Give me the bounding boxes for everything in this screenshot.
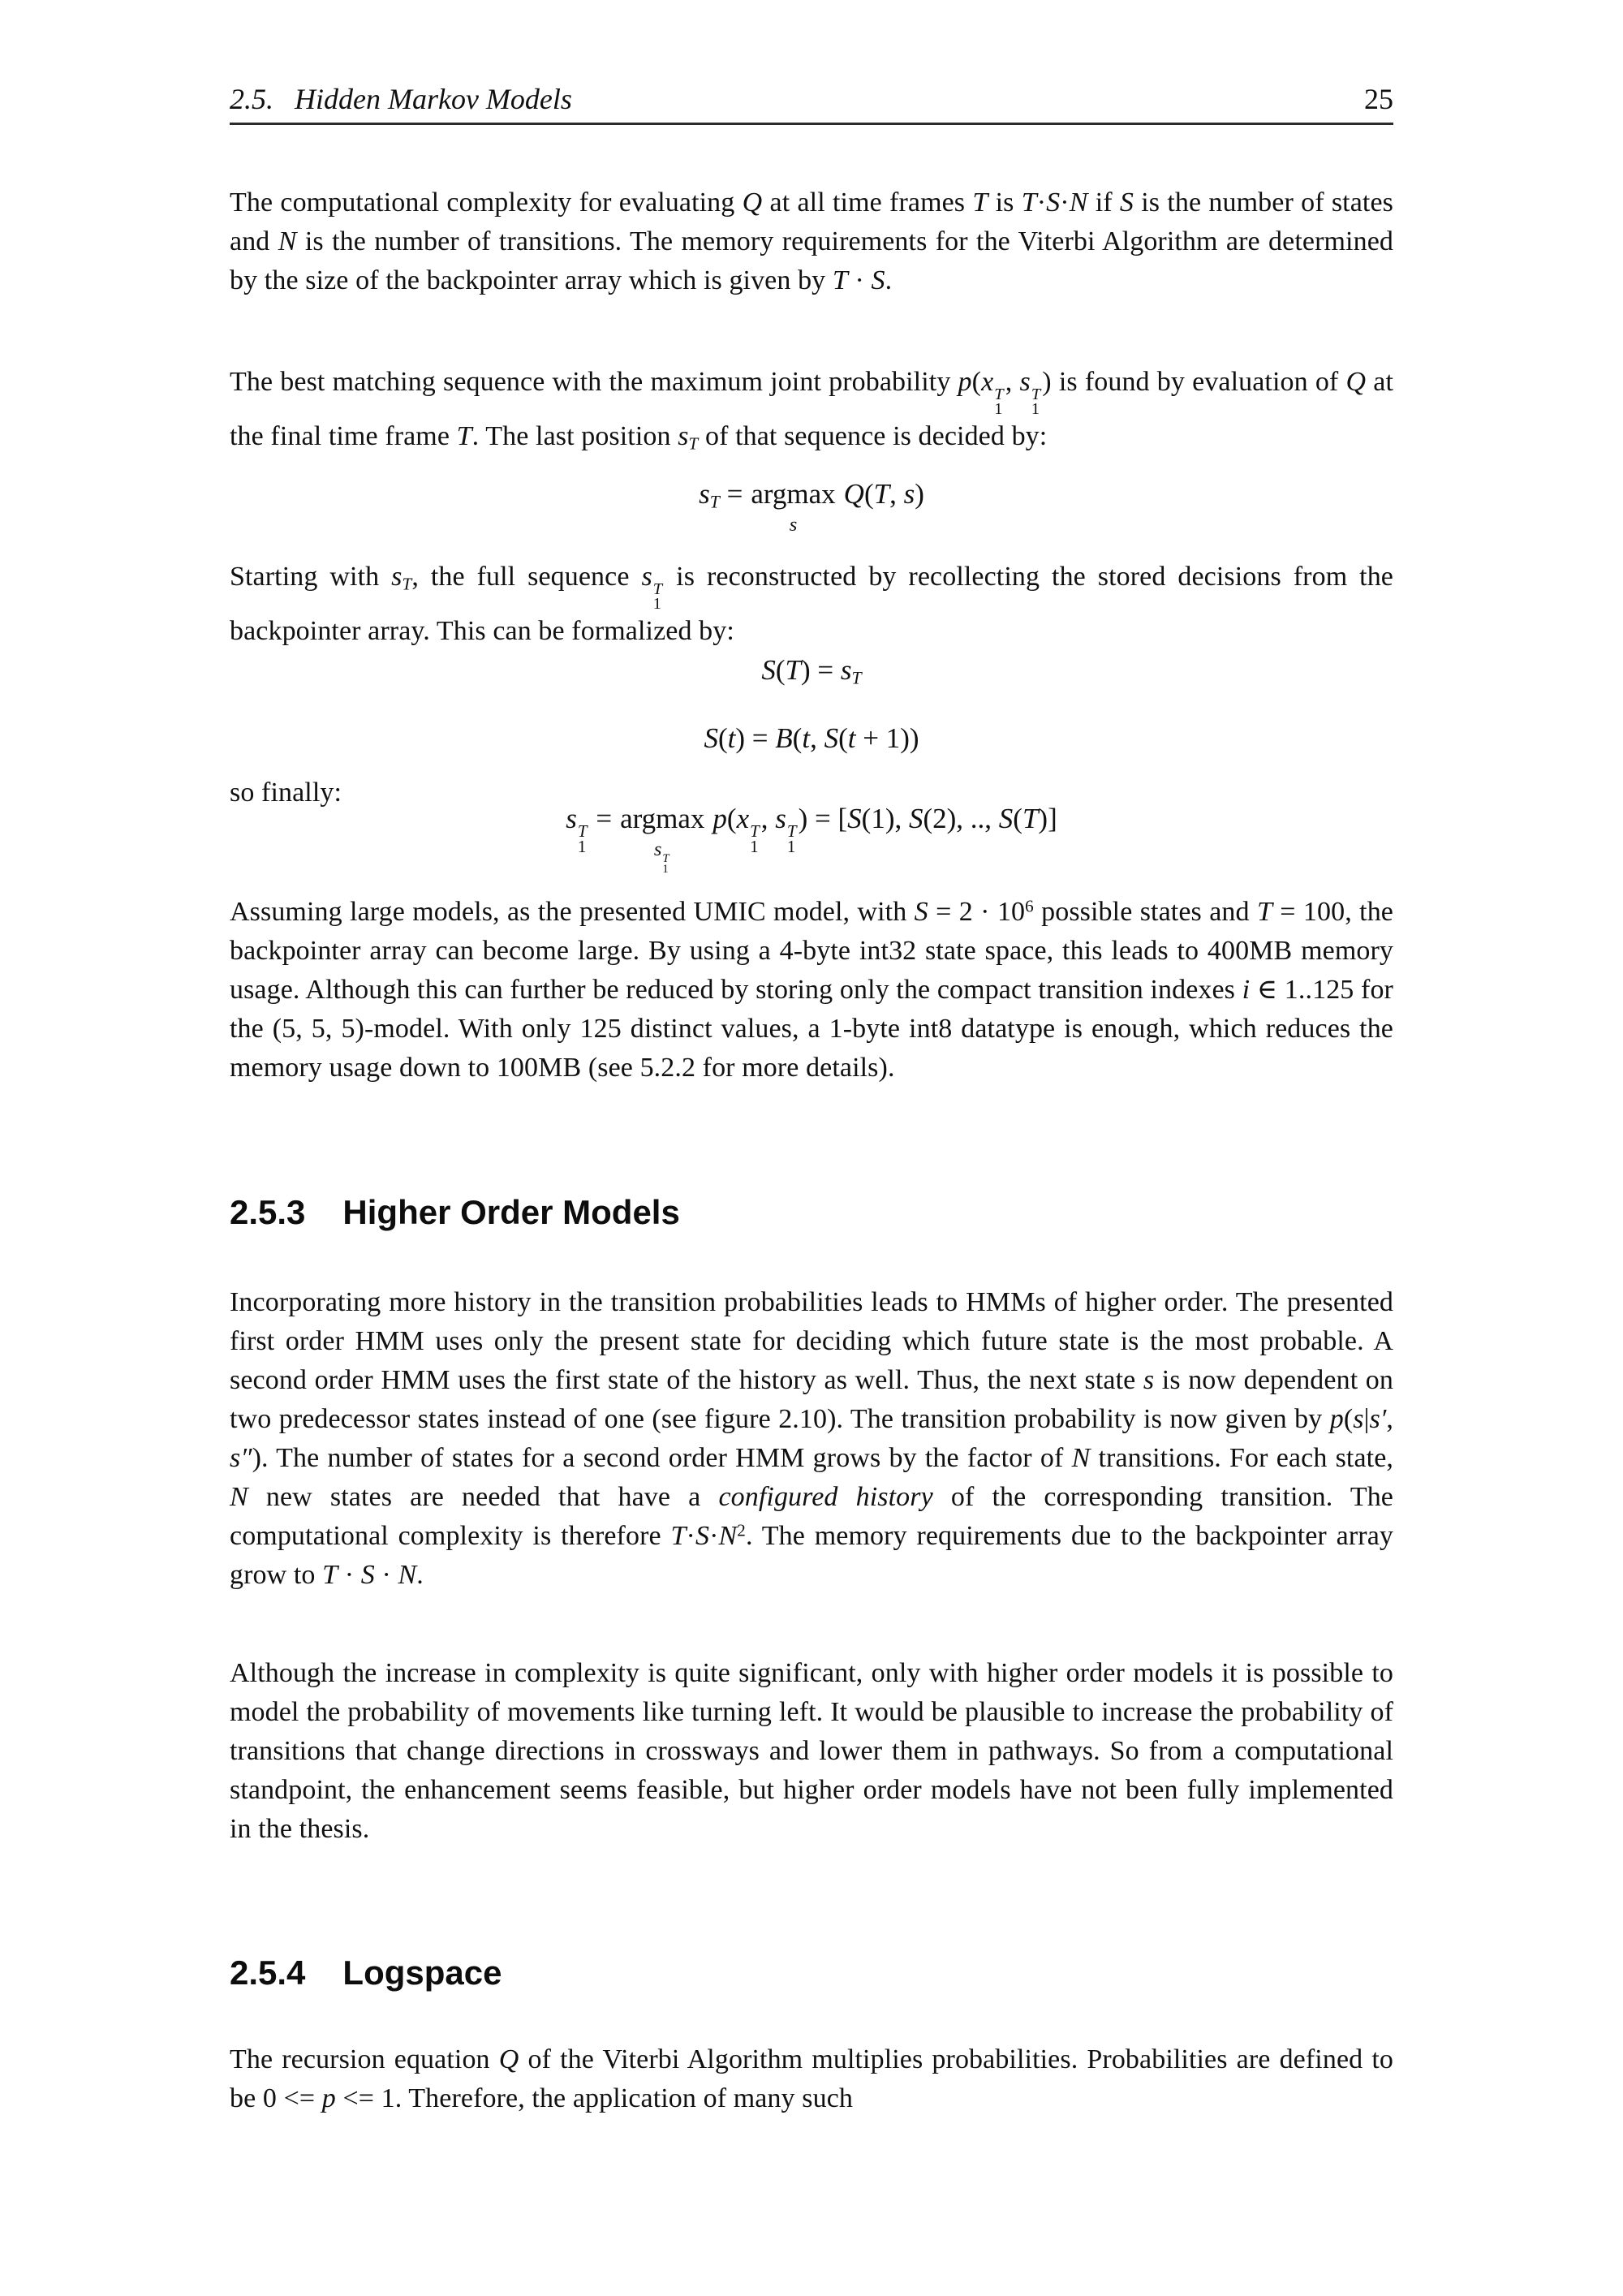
equation-lhs: $s_T$ = [699, 478, 743, 512]
section-number: 2.5.3 [230, 1193, 306, 1231]
argmax-underscript: s [789, 514, 798, 536]
equation-lhs: s T 1 = [566, 803, 613, 857]
paragraph-best-matching-sequence: The best matching sequence with the maximum joint probability p(x T 1 , s T 1 ) is found by evaluation of Q at the final time frame T. The last position $s_T$ of that sequence is decided by: [230, 367, 1394, 454]
equation-rhs: p(x T 1 , s T 1 ) = [S(1), S(2), .., S(T)] [712, 803, 1057, 857]
section-title: Logspace [342, 1954, 502, 1992]
equation-full-sequence-argmax [230, 799, 1393, 877]
paragraph-backpointer-reconstruction: Starting with $s_T$, the full sequence s T 1 is reconstructed by recollecting the stored decisions from the backpointer array. This can be formalized by: [230, 562, 1393, 647]
argmax-label: argmax [620, 803, 705, 834]
section-heading-higher-order-models [230, 1194, 1393, 1231]
argmax-operator [620, 799, 705, 877]
argmax-operator [751, 475, 836, 536]
running-head-section-number: 2.5. [230, 83, 273, 115]
header-rule [230, 123, 1393, 125]
equation-rhs: Q(T, s) [843, 478, 924, 510]
paragraph-complexity-tradeoff: Although the increase in complexity is quite significant, only with higher order models it is possible to model the probability of movements like turning left. It would be plausible to increase the probability of transitions that change directions in crossways and lower them in pathways. So from a computational standpoint, the enhancement seems feasible, but higher order models have not been fully implemented in the thesis. [230, 1658, 1393, 1844]
running-head [230, 81, 1393, 117]
equation-backpointer-recursion: S(t) = B(t, S(t + 1)) [704, 722, 919, 754]
running-head-chapter [230, 81, 572, 117]
argmax-underscript: s T 1 [653, 838, 669, 877]
so-finally-label: so finally: [230, 778, 342, 808]
paragraph-logspace-intro: The recursion equation Q of the Viterbi Algorithm multiplies probabilities. Probabilities are defined to be 0 <= p <= 1. Therefore, the application of many such [230, 2044, 1393, 2113]
page-number: 25 [1364, 83, 1393, 115]
equation-s-of-capital-t: $S(T) = s_T$ [761, 654, 862, 688]
running-head-title: Hidden Markov Models [295, 83, 572, 115]
paragraph-complexity-evaluation: The computational complexity for evaluating Q at all time frames T is T·S·N if S is the number of states and N is the number of transitions. The memory requirements for the Viterbi Algorithm are determined by the size of the backpointer array which is given by T · S. [230, 187, 1393, 295]
section-number: 2.5.4 [230, 1954, 306, 1992]
section-title: Higher Order Models [342, 1193, 680, 1231]
equation-argmax-last-state [230, 475, 1393, 536]
paragraph-memory-usage: Assuming large models, as the presented UMIC model, with $S = 2 \cdot 10^6$ possible states and T = 100, the backpointer array can become large. By using a 4-byte int32 state space, this leads to 400MB memory usage. Although this can further be reduced by storing only the compact transition indexes i ∈ 1..125 for the (5, 5, 5)-model. With only 125 distinct values, a 1-byte int8 datatype is enough, which reduces the memory usage down to 100MB (see 5.2.2 for more details). [230, 896, 1393, 1083]
argmax-label: argmax [751, 478, 836, 510]
paragraph-higher-order-description: Incorporating more history in the transition probabilities leads to HMMs of higher order. The presented first order HMM uses only the present state for deciding which future state is the most probable. A second order HMM uses the first state of the history as well. Thus, the next state s is now dependent on two predecessor states instead of one (see figure 2.10). The transition probability is now given by p(s|s′, s″). The number of states for a second order HMM grows by the factor of N transitions. For each state, N new states are needed that have a configured history of the corresponding transition. The computational complexity is therefore $T\cdot S\cdot N^2$. The memory requirements due to the backpointer array grow to T · S · N. [230, 1287, 1394, 1590]
section-heading-logspace [230, 1954, 1393, 1992]
